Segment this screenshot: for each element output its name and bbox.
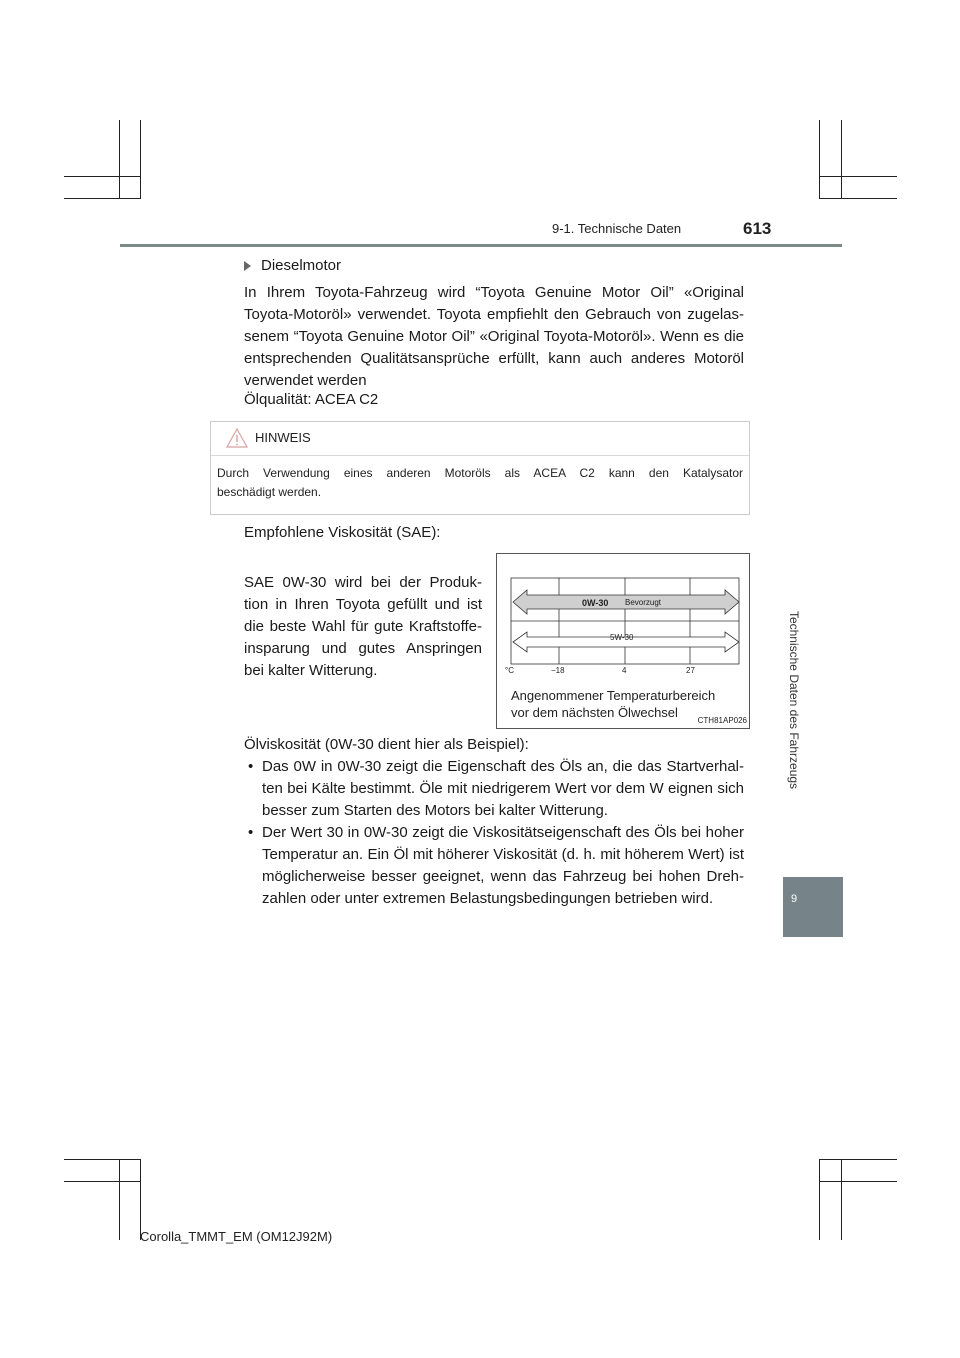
crop-mark bbox=[64, 198, 140, 199]
viscosity-figure bbox=[496, 553, 750, 729]
unit-label: °C bbox=[505, 666, 514, 675]
paragraph-line: senem “Toyota Genuine Motor Oil” «Original Toyota-Motoröl». Wenn es die bbox=[244, 328, 744, 345]
heading-text: Dieselmotor bbox=[261, 257, 342, 274]
paragraph-line: Toyota-Motoröl» verwendet. Toyota empfiehlt den Gebrauch von zugelas- bbox=[244, 306, 744, 323]
chapter-tab-label bbox=[774, 530, 814, 870]
figure-code: CTH81AP026 bbox=[697, 716, 747, 725]
paragraph-line: bei kalter Witterung. bbox=[244, 662, 378, 679]
paragraph-line: insparung und gutes Anspringen bbox=[244, 640, 482, 657]
caption-line: Angenommener Temperaturbereich bbox=[511, 688, 716, 703]
crop-mark bbox=[819, 1181, 897, 1182]
paragraph-line: die beste Wahl für gute Kraftstoffe- bbox=[244, 618, 482, 635]
viscosity-diagram bbox=[497, 554, 749, 684]
warning-triangle-icon bbox=[226, 428, 248, 448]
chapter-number: 9 bbox=[790, 893, 798, 905]
footer-text: Corolla_TMMT_EM (OM12J92M) bbox=[140, 1229, 333, 1244]
section-heading bbox=[244, 255, 341, 277]
notice-header bbox=[211, 422, 749, 456]
crop-mark bbox=[819, 198, 897, 199]
list-line: Temperatur an. Ein Öl mit höherer Viskosität (d. h. mit höherem Wert) ist bbox=[262, 846, 744, 863]
notice-title: HINWEIS bbox=[255, 430, 311, 445]
list-item bbox=[244, 756, 744, 822]
crop-mark bbox=[819, 120, 820, 199]
bullet-dot: • bbox=[248, 758, 254, 775]
paragraph-line: verwendet werden bbox=[244, 372, 367, 389]
viscosity-heading: Empfohlene Viskosität (SAE): bbox=[244, 524, 441, 541]
oil-grade-0w30: 0W-30 bbox=[582, 598, 609, 608]
paragraph-line: In Ihrem Toyota-Fahrzeug wird “Toyota Genuine Motor Oil” «Original bbox=[244, 284, 744, 301]
crop-mark bbox=[140, 1159, 141, 1240]
chapter-tab-text: Technische Daten des Fahrzeugs bbox=[787, 610, 802, 790]
header-rule bbox=[120, 244, 842, 247]
sae-paragraph bbox=[244, 572, 482, 682]
crop-mark bbox=[819, 1159, 820, 1240]
tick-label: −18 bbox=[551, 666, 565, 675]
paragraph-line: entsprechenden Qualitätsansprüche erfüllt, kann auch anderes Motoröl bbox=[244, 350, 744, 367]
paragraph-line: tion in Ihren Toyota gefüllt und ist bbox=[244, 596, 482, 613]
list-item bbox=[244, 822, 744, 910]
crop-mark bbox=[140, 120, 141, 199]
page-number: 613 bbox=[743, 219, 772, 238]
bullet-list bbox=[244, 756, 744, 910]
crop-mark bbox=[819, 1159, 897, 1160]
section-title: 9-1. Technische Daten bbox=[552, 221, 682, 236]
intro-paragraph bbox=[244, 282, 744, 392]
notice-box bbox=[210, 421, 750, 515]
notice-line: Durch Verwendung eines anderen Motoröls als ACEA C2 kann den Katalysator bbox=[217, 466, 743, 480]
list-line: zahlen oder unter extremen Belastungsbedingungen betrieben wird. bbox=[262, 890, 714, 907]
tick-label: 4 bbox=[622, 666, 627, 675]
crop-mark bbox=[64, 1159, 140, 1160]
figure-caption bbox=[511, 687, 715, 721]
bullet-dot: • bbox=[248, 824, 254, 841]
caption-line: vor dem nächsten Ölwechsel bbox=[511, 705, 678, 720]
crop-mark bbox=[841, 120, 842, 199]
crop-mark bbox=[819, 176, 897, 177]
oil-grade-5w30: 5W-30 bbox=[610, 633, 634, 642]
tick-label: 27 bbox=[686, 666, 695, 675]
list-line: ten bei Kälte bestimmt. Öle mit niedrigerem Wert vor dem W eignen sich bbox=[262, 780, 744, 797]
notice-text bbox=[217, 464, 743, 502]
list-line: besser zum Starten des Motors bei kalter Witterung. bbox=[262, 802, 608, 819]
crop-mark bbox=[119, 1159, 120, 1240]
crop-mark bbox=[119, 120, 120, 199]
paragraph-line: SAE 0W-30 wird bei der Produk- bbox=[244, 574, 482, 591]
crop-mark bbox=[841, 1159, 842, 1240]
triangle-right-icon bbox=[244, 261, 251, 271]
example-heading: Ölviskosität (0W-30 dient hier als Beispiel): bbox=[244, 736, 529, 753]
list-line: möglicherweise besser geeignet, wenn das Fahrzeug bei hohen Dreh- bbox=[262, 868, 744, 885]
notice-line: beschädigt werden. bbox=[217, 485, 322, 499]
preferred-badge: Bevorzugt bbox=[625, 598, 662, 607]
crop-mark bbox=[64, 176, 140, 177]
list-line: Das 0W in 0W-30 zeigt die Eigenschaft des Öls an, die das Startverhal- bbox=[262, 758, 744, 775]
crop-mark bbox=[64, 1181, 140, 1182]
chapter-tab bbox=[783, 877, 843, 937]
oil-quality: Ölqualität: ACEA C2 bbox=[244, 391, 379, 408]
list-line: Der Wert 30 in 0W-30 zeigt die Viskositätseigenschaft des Öls bei hoher bbox=[262, 824, 744, 841]
